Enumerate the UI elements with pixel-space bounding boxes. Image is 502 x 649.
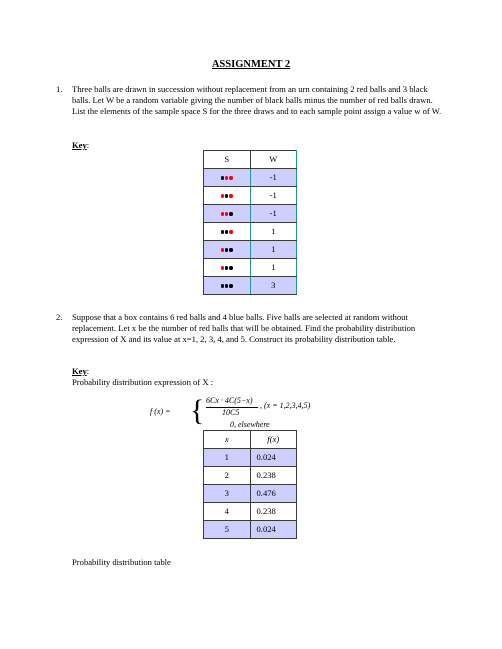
probability-formula	[150, 396, 370, 430]
red-ball-icon	[225, 212, 228, 215]
key-colon-2: :	[86, 366, 90, 376]
table-row	[204, 277, 297, 295]
formula-denominator: 10C5	[222, 408, 240, 417]
key-colon: :	[86, 140, 90, 150]
fx-value-cell: 0.024	[250, 521, 297, 539]
key-label: Key	[72, 140, 87, 150]
question-2-text: Suppose that a box contains 6 red balls and 4 blue balls. Five balls are selected at random without replacement. Let x be the number of red balls that will be obtained. Find the probability distribution expression of X and its value at x=1, 2, 3, 4, and 5. Construct its probability distribution table.	[72, 312, 416, 345]
red-ball-icon	[221, 248, 224, 251]
w-value-cell: 1	[250, 223, 297, 241]
w-value-cell: 3	[250, 277, 297, 295]
sample-point-cell	[204, 187, 251, 205]
w-value-cell: -1	[250, 187, 297, 205]
table-header-w: W	[250, 151, 297, 169]
red-ball-icon	[229, 194, 232, 197]
black-ball-icon	[229, 266, 232, 269]
x-value-cell: 1	[204, 449, 251, 467]
table-row	[204, 467, 297, 485]
black-ball-icon	[225, 266, 228, 269]
w-value-cell: 1	[250, 259, 297, 277]
page-title: ASSIGNMENT 2	[211, 59, 291, 70]
table-row	[204, 223, 297, 241]
probability-distribution-table	[203, 430, 297, 539]
question-2-number: 2.	[56, 312, 63, 322]
question-2-key	[72, 366, 444, 377]
table-row	[204, 187, 297, 205]
formula-lhs: f (x) =	[150, 407, 171, 416]
sample-space-table	[203, 150, 297, 295]
black-ball-icon	[225, 230, 228, 233]
sample-point-cell	[204, 223, 251, 241]
x-value-cell: 5	[204, 521, 251, 539]
question-1-number: 1.	[56, 84, 63, 94]
black-ball-icon	[221, 230, 224, 233]
table-row	[204, 169, 297, 187]
formula-numerator: 6Cx · 4C(5−x)	[206, 396, 253, 405]
formula-brace: {	[190, 394, 205, 427]
x-value-cell: 3	[204, 485, 251, 503]
sample-point-cell	[204, 259, 251, 277]
question-1-text: Three balls are drawn in succession without replacement from an urn containing 2 red balls and 3 black balls. Let W be a random variable giving the number of black balls minus the number of red balls drawn. List the elements of the sample space S for the three draws and to each sample point assign a value w of W.	[72, 84, 442, 117]
red-ball-icon	[225, 176, 228, 179]
fx-value-cell: 0.024	[250, 449, 297, 467]
w-value-cell: -1	[250, 169, 297, 187]
sample-point-cell	[204, 205, 251, 223]
table-row	[204, 449, 297, 467]
table-row	[204, 521, 297, 539]
fx-value-cell: 0.238	[250, 503, 297, 521]
black-ball-icon	[221, 176, 224, 179]
table-row	[204, 241, 297, 259]
black-ball-icon	[229, 212, 232, 215]
formula-condition: , (x = 1,2,3,4,5)	[260, 401, 311, 410]
red-ball-icon	[221, 194, 224, 197]
fx-value-cell: 0.238	[250, 467, 297, 485]
x-value-cell: 2	[204, 467, 251, 485]
black-ball-icon	[225, 284, 228, 287]
table-row	[204, 205, 297, 223]
w-value-cell: 1	[250, 241, 297, 259]
black-ball-icon	[225, 248, 228, 251]
black-ball-icon	[229, 284, 232, 287]
formula-otherwise: 0, elsewhere	[230, 420, 270, 429]
key-label-2: Key	[72, 366, 87, 376]
red-ball-icon	[221, 212, 224, 215]
w-value-cell: -1	[250, 205, 297, 223]
sample-point-cell	[204, 277, 251, 295]
table-header-x: x	[204, 431, 251, 449]
black-ball-icon	[225, 194, 228, 197]
black-ball-icon	[221, 284, 224, 287]
red-ball-icon	[229, 230, 232, 233]
table-caption: Probability distribution table	[72, 557, 171, 567]
x-value-cell: 4	[204, 503, 251, 521]
table-row	[204, 485, 297, 503]
table-row	[204, 259, 297, 277]
table-header-fx: f(x)	[250, 431, 297, 449]
red-ball-icon	[221, 266, 224, 269]
sample-point-cell	[204, 169, 251, 187]
question-1	[56, 84, 444, 118]
distribution-expression-label: Probability distribution expression of X :	[72, 377, 214, 387]
question-2	[56, 312, 444, 346]
red-ball-icon	[229, 176, 232, 179]
table-row	[204, 503, 297, 521]
black-ball-icon	[229, 248, 232, 251]
sample-point-cell	[204, 241, 251, 259]
table-header-s: S	[204, 151, 251, 169]
fx-value-cell: 0.476	[250, 485, 297, 503]
